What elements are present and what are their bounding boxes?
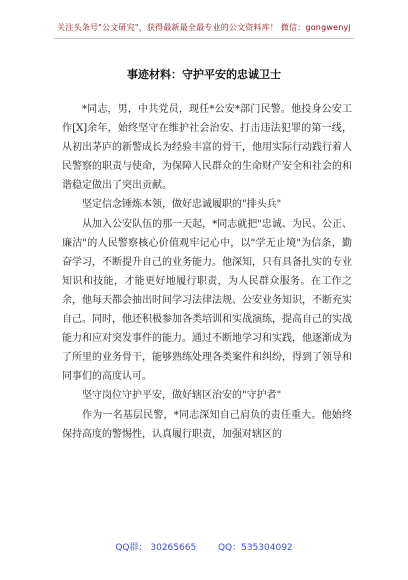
paragraph-section-1: 从加入公安队伍的那一天起，*同志就把"忠诚、为民、公正、廉洁"的人民警察核心价值观牢记心中，以"学无止境"为信条，勤奋学习，不断提升自己的业务能力。他深知，只有具备扎实的专业知识和技能，才能更好地履行职责，为人民群众服务。在工作之余，他每天都会抽出时间学习法律法规、公安业务知识，不断充实自己。同时，他还积极参加各类培训和实战演练，提高自己的实战能力和应对突发事件的能力。通过不断地学习和实践，他逐渐成为了所里的业务骨干，能够熟练处理各类案件和纠纷，得到了领导和同事们的高度认可。: [62, 218, 352, 383]
page-footer: [0, 540, 408, 553]
paragraph-intro: *同志，男，中共党员，现任*公安*部门民警。他投身公安工作[X]余年，始终坚守在维护社会治安、打击违法犯罪的第一线，从初出茅庐的新警成长为经验丰富的骨干，他用实际行动践行着人民警察的职责与使命，为保障人民群众的生命财产安全和社会的和谐稳定做出了突出贡献。: [62, 104, 352, 192]
page-header-notice: 关注头条号"公文研究"，获得最新最全最专业的公文资料库！ 微信：gongwenyj: [57, 23, 351, 32]
document-title: 事迹材料：守护平安的忠诚卫士: [127, 68, 281, 81]
header-divider: [54, 38, 354, 39]
section-heading-1: 坚定信念锤炼本领，做好忠诚履职的"排头兵": [82, 199, 282, 211]
section-heading-2: 坚守岗位守护平安，做好辖区治安的"守护者": [82, 390, 282, 402]
footer-qq-number: QQ：535304092: [217, 543, 293, 553]
footer-qq-group: QQ群： 30265665: [115, 543, 197, 553]
paragraph-section-2: 作为一名基层民警，*同志深知自己肩负的责任重大。他始终保持高度的警惕性，认真履行职责，加强对辖区的: [62, 409, 352, 440]
document-body: [62, 100, 352, 444]
